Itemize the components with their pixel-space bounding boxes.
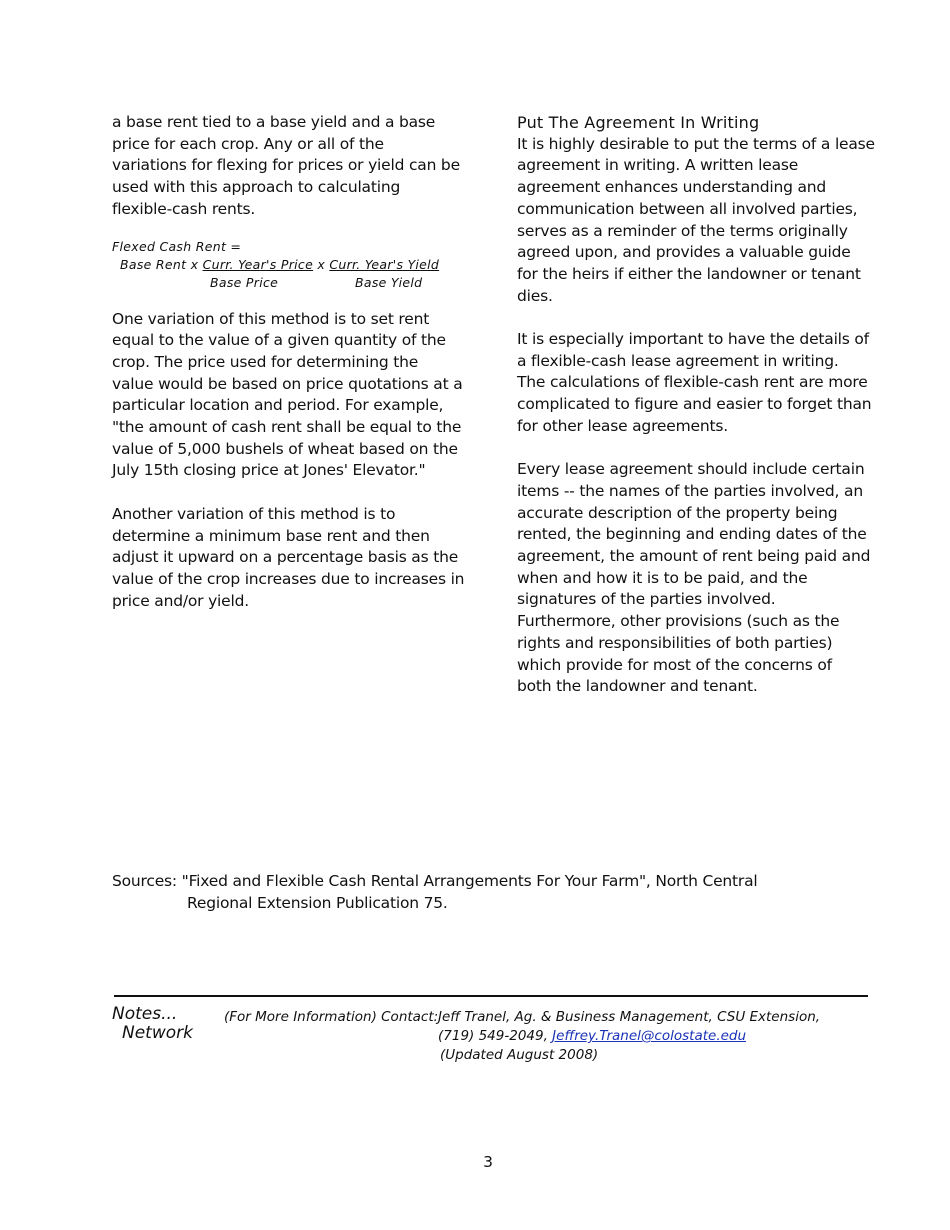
updated-date: (Updated August 2008) (440, 1047, 599, 1063)
flexed-cash-rent-formula (112, 238, 472, 292)
writing-paragraph-2: It is especially important to have the details of a flexible-cash lease agreement in writing. The calculations of flexible-cash rent are more complicated to figure and easier to forget than for other lease agreements. (517, 330, 872, 435)
writing-paragraph-1: It is highly desirable to put the terms of a lease agreement in writing. A written lease agreement enhances understanding and communication between all involved parties, serves as a reminder of the terms originally agreed upon, and provides a valuable guide for the heirs if either the landowner or tenant dies. (517, 134, 875, 305)
formula-yield-denominator: Base Yield (355, 274, 423, 290)
formula-yield-numerator: Curr. Year's Yield (329, 256, 440, 272)
contact-email-link[interactable]: Jeffrey.Tranel@colostate.edu (552, 1028, 747, 1044)
contact-phone: (719) 549-2049, (438, 1028, 553, 1044)
contact-phone-email (438, 1027, 820, 1046)
notes-text: Notes... (112, 1004, 178, 1024)
formula-price-denominator: Base Price (210, 274, 279, 290)
page-number: 3 (483, 1153, 493, 1171)
formula-denominator-row (112, 274, 472, 292)
contact-name: Jeff Tranel, Ag. & Business Management, CSU Extension, (438, 1009, 821, 1025)
writing-paragraph-3: Every lease agreement should include certain items -- the names of the parties involved, an accurate description of the property being rented, the beginning and ending dates of the agreement, the amount of rent being paid and when and how it is to be paid, and the signatures of the parties involved. Furthermore, other provisions (such as the rights and responsibilities of both parties) which provide for most of the concerns of both the landowner and tenant. (517, 460, 871, 696)
formula-times: x (313, 256, 330, 272)
notes-network-logo (112, 1005, 193, 1043)
network-text: Network (122, 1023, 193, 1043)
formula-title: Flexed Cash Rent = (112, 238, 242, 254)
section-heading: Put The Agreement In Writing (517, 113, 760, 132)
intro-paragraph: a base rent tied to a base yield and a base price for each crop. Any or all of the variations for flexing for prices or yield can be used with this approach to calculating flexible-cash rents. (112, 113, 460, 218)
variation-paragraph-1: One variation of this method is to set rent equal to the value of a given quantity of the crop. The price used for determining the value would be based on price quotations at a particular location and period. For example, "the amount of cash rent shall be equal to the value of 5,000 bushels of wheat based on the July 15th closing price at Jones' Elevator." (112, 309, 463, 480)
formula-base-rent: Base Rent x (120, 256, 203, 272)
formula-price-numerator: Curr. Year's Price (202, 256, 314, 272)
sources-citation (112, 871, 758, 914)
variation-paragraph-2: Another variation of this method is to determine a minimum base rent and then adjust it upward on a percentage basis as the value of the crop increases due to increases in price and/or yield. (112, 504, 465, 610)
sources-line-2: Regional Extension Publication 75. (187, 893, 448, 912)
contact-label: (For More Information) Contact: (224, 1009, 439, 1025)
contact-info (438, 1008, 820, 1065)
footer-divider (114, 995, 868, 997)
left-column (112, 112, 472, 612)
formula-numerator-row (112, 256, 472, 274)
sources-line-1: Sources: "Fixed and Flexible Cash Rental Arrangements For Your Farm", North Central (112, 872, 758, 890)
right-column (517, 112, 877, 698)
